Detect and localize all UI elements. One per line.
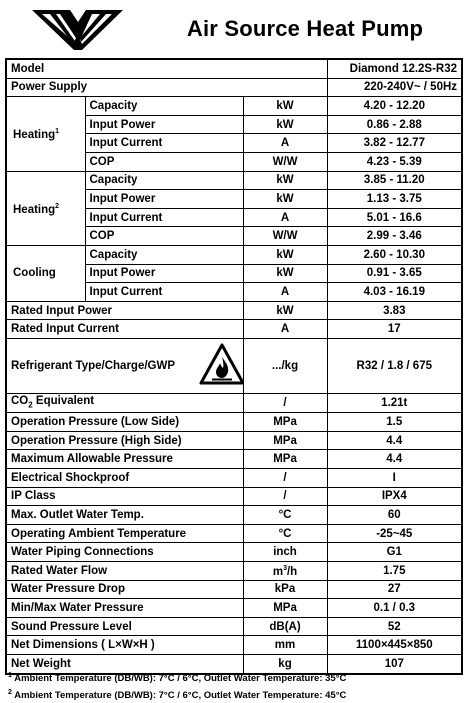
cell-value: 60 bbox=[327, 506, 462, 525]
cell-unit: kW bbox=[243, 245, 327, 264]
cell-value: 220-240V~ / 50Hz bbox=[327, 78, 462, 97]
cell-label: Electrical Shockproof bbox=[6, 468, 243, 487]
cell-value: R32 / 1.8 / 675 bbox=[327, 338, 462, 393]
cell-label: Rated Input Power bbox=[6, 301, 243, 320]
row-water-flow bbox=[6, 561, 462, 580]
row-heating1-capacity bbox=[6, 97, 462, 116]
cell-value: 27 bbox=[327, 580, 462, 599]
cell-unit: kW bbox=[243, 190, 327, 209]
row-minmax-pressure bbox=[6, 599, 462, 618]
cell-label: Model bbox=[6, 59, 327, 78]
cell-label: Operation Pressure (Low Side) bbox=[6, 413, 243, 432]
cell-value: 4.03 - 16.19 bbox=[327, 283, 462, 302]
cell-value: 0.86 - 2.88 bbox=[327, 115, 462, 134]
cell-value: 1100×445×850 bbox=[327, 636, 462, 655]
cell-label: Operating Ambient Temperature bbox=[6, 524, 243, 543]
row-pressure-drop bbox=[6, 580, 462, 599]
cell-value: G1 bbox=[327, 543, 462, 562]
cell-value: 17 bbox=[327, 320, 462, 339]
cell-unit: A bbox=[243, 134, 327, 153]
cell-label: Min/Max Water Pressure bbox=[6, 599, 243, 618]
cell-unit: MPa bbox=[243, 450, 327, 469]
cell-label: Max. Outlet Water Temp. bbox=[6, 506, 243, 525]
cell-unit: MPa bbox=[243, 599, 327, 618]
cell-unit: / bbox=[243, 393, 327, 412]
row-refrigerant bbox=[6, 338, 462, 393]
cell-unit: °C bbox=[243, 524, 327, 543]
cell-unit: .../kg bbox=[243, 338, 327, 393]
cell-unit: kW bbox=[243, 264, 327, 283]
cell-value: 4.4 bbox=[327, 431, 462, 450]
footnote: $^1$ Ambient Temperature (DB/WB): 7°C / 6°C, Outlet Water Temperature: 35°C bbox=[8, 672, 347, 685]
cell-value: 2.99 - 3.46 bbox=[327, 227, 462, 246]
cell-value: 107 bbox=[327, 654, 462, 673]
cell-unit: A bbox=[243, 283, 327, 302]
cell-unit: inch bbox=[243, 543, 327, 562]
cell-label: COP bbox=[85, 152, 243, 171]
flammable-hazard-icon bbox=[199, 343, 244, 385]
cell-unit: °C bbox=[243, 506, 327, 525]
cell-label: Capacity bbox=[85, 245, 243, 264]
cell-label: Net Dimensions ( L×W×H ) bbox=[6, 636, 243, 655]
row-shockproof bbox=[6, 468, 462, 487]
cell-label: $CO_2$ Equivalent bbox=[6, 393, 243, 412]
cell-label: Input Power bbox=[85, 115, 243, 134]
footnotes bbox=[8, 669, 346, 703]
cell-label: Rated Input Current bbox=[6, 320, 243, 339]
cell-label: Operation Pressure (High Side) bbox=[6, 431, 243, 450]
row-ip-class bbox=[6, 487, 462, 506]
cell-unit: kg bbox=[243, 654, 327, 673]
row-outlet-temp bbox=[6, 506, 462, 525]
cell-value: 5.01 - 16.6 bbox=[327, 208, 462, 227]
cell-label: Water Piping Connections bbox=[6, 543, 243, 562]
cell-unit: kW bbox=[243, 115, 327, 134]
cell-unit: / bbox=[243, 487, 327, 506]
cell-value: 4.20 - 12.20 bbox=[327, 97, 462, 116]
cell-label: Input Current bbox=[85, 208, 243, 227]
cell-unit: kW bbox=[243, 171, 327, 190]
row-model bbox=[6, 59, 462, 78]
row-cooling-capacity bbox=[6, 245, 462, 264]
group-cooling: Cooling bbox=[6, 245, 85, 301]
cell-value: 3.83 bbox=[327, 301, 462, 320]
cell-unit: / bbox=[243, 468, 327, 487]
row-heating2-capacity bbox=[6, 171, 462, 190]
cell-unit: mm bbox=[243, 636, 327, 655]
cell-value: 1.75 bbox=[327, 561, 462, 580]
row-ambient-temp bbox=[6, 524, 462, 543]
cell-value: 1.21t bbox=[327, 393, 462, 412]
cell-value: 0.91 - 3.65 bbox=[327, 264, 462, 283]
footnote: $^2$ Ambient Temperature (DB/WB): 7°C / 6°C, Outlet Water Temperature: 45°C bbox=[8, 689, 347, 702]
spec-table bbox=[5, 58, 463, 675]
row-rated-input-current bbox=[6, 320, 462, 339]
cell-label: Maximum Allowable Pressure bbox=[6, 450, 243, 469]
cell-label: Water Pressure Drop bbox=[6, 580, 243, 599]
cell-label: COP bbox=[85, 227, 243, 246]
cell-unit: MPa bbox=[243, 431, 327, 450]
cell-unit: $m^3/h$ bbox=[243, 561, 327, 580]
cell-label: Power Supply bbox=[6, 78, 327, 97]
cell-label: Capacity bbox=[85, 171, 243, 190]
cell-value: 3.85 - 11.20 bbox=[327, 171, 462, 190]
row-co2-equivalent bbox=[6, 393, 462, 412]
row-dimensions bbox=[6, 636, 462, 655]
cell-unit: kW bbox=[243, 301, 327, 320]
cell-label: IP Class bbox=[6, 487, 243, 506]
cell-unit: kW bbox=[243, 97, 327, 116]
cell-value: 1.5 bbox=[327, 413, 462, 432]
row-piping bbox=[6, 543, 462, 562]
cell-label: Net Weight bbox=[6, 654, 243, 673]
cell-unit: A bbox=[243, 208, 327, 227]
cell-label: Input Current bbox=[85, 134, 243, 153]
brand-logo bbox=[30, 8, 125, 52]
cell-value: 52 bbox=[327, 617, 462, 636]
cell-value: 3.82 - 12.77 bbox=[327, 134, 462, 153]
cell-value: Diamond 12.2S-R32 bbox=[327, 59, 462, 78]
cell-label bbox=[6, 338, 243, 393]
cell-label: Rated Water Flow bbox=[6, 561, 243, 580]
row-op-pressure-low bbox=[6, 413, 462, 432]
row-power-supply bbox=[6, 78, 462, 97]
cell-value: 4.4 bbox=[327, 450, 462, 469]
cell-value: IPX4 bbox=[327, 487, 462, 506]
row-rated-input-power bbox=[6, 301, 462, 320]
cell-label: Sound Pressure Level bbox=[6, 617, 243, 636]
cell-value: I bbox=[327, 468, 462, 487]
cell-label: Input Current bbox=[85, 283, 243, 302]
row-sound bbox=[6, 617, 462, 636]
group-heating1: Heating$^1$ bbox=[6, 97, 85, 171]
cell-unit: W/W bbox=[243, 227, 327, 246]
cell-value: 4.23 - 5.39 bbox=[327, 152, 462, 171]
cell-value: -25~45 bbox=[327, 524, 462, 543]
row-max-pressure bbox=[6, 450, 462, 469]
cell-unit: W/W bbox=[243, 152, 327, 171]
cell-value: 0.1 / 0.3 bbox=[327, 599, 462, 618]
header bbox=[0, 0, 466, 60]
cell-value: 1.13 - 3.75 bbox=[327, 190, 462, 209]
cell-value: 2.60 - 10.30 bbox=[327, 245, 462, 264]
row-op-pressure-high bbox=[6, 431, 462, 450]
refrigerant-label: Refrigerant Type/Charge/GWP bbox=[11, 359, 176, 372]
cell-unit: A bbox=[243, 320, 327, 339]
cell-label: Input Power bbox=[85, 190, 243, 209]
cell-label: Input Power bbox=[85, 264, 243, 283]
page-title: Air Source Heat Pump bbox=[186, 16, 424, 41]
cell-unit: dB(A) bbox=[243, 617, 327, 636]
cell-label: Capacity bbox=[85, 97, 243, 116]
cell-unit: MPa bbox=[243, 413, 327, 432]
group-heating2: Heating$^2$ bbox=[6, 171, 85, 245]
cell-unit: kPa bbox=[243, 580, 327, 599]
